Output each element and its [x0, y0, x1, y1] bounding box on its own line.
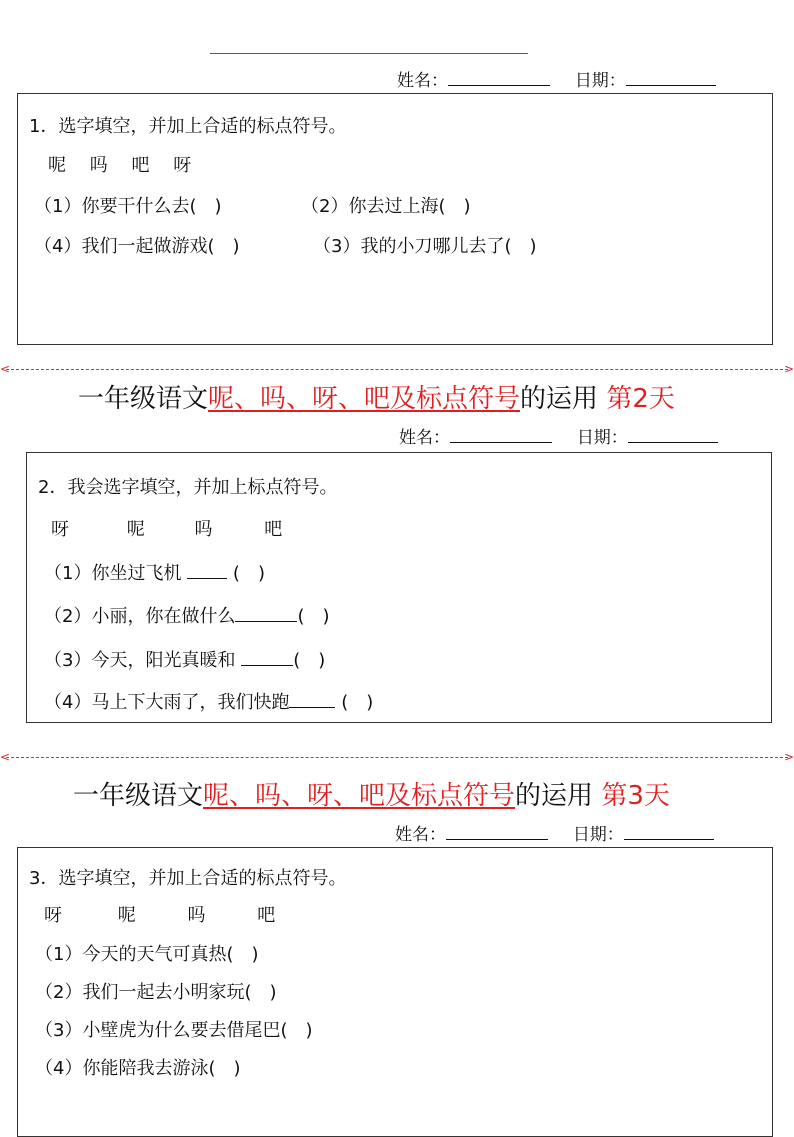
answer-paren[interactable]: ( ) [226, 944, 259, 965]
answer-paren[interactable]: ( ) [504, 236, 537, 257]
cut-arrow-left-icon: < [0, 750, 11, 764]
option-word: 呀 [51, 519, 69, 540]
option-word: 呢 [117, 905, 136, 926]
answer-paren[interactable]: ( ) [293, 650, 326, 671]
option-word: 呀 [173, 155, 192, 176]
date-label: 日期： [576, 428, 628, 448]
date-field[interactable] [626, 71, 716, 86]
name-field[interactable] [446, 825, 548, 840]
answer-blank[interactable] [235, 605, 297, 622]
answer-paren[interactable]: ( ) [208, 1058, 241, 1079]
answer-blank[interactable] [289, 691, 335, 708]
page-title-day2: 一年级语文呢、吗、呀、吧及标点符号的运用 第2天 [78, 384, 675, 414]
option-word: 吗 [194, 519, 213, 540]
cut-arrow-right-icon: > [784, 750, 794, 764]
name-field[interactable] [448, 71, 550, 86]
name-label: 姓名： [397, 71, 448, 91]
meta-row-day2 [399, 423, 718, 448]
answer-paren[interactable]: ( ) [207, 236, 240, 257]
date-field[interactable] [624, 825, 714, 840]
exercise-box-2 [26, 452, 772, 723]
question-title: 2．我会选字填空，并加上标点符号。 [38, 477, 338, 498]
answer-paren[interactable]: ( ) [438, 196, 471, 217]
list-item: （4）你能陪我去游泳( ) [35, 1058, 241, 1079]
answer-paren[interactable]: ( ) [297, 606, 330, 627]
list-item: （4）我们一起做游戏( ) [34, 236, 240, 257]
name-label: 姓名： [395, 825, 446, 845]
answer-paren[interactable]: ( ) [244, 982, 277, 1003]
meta-row-day1 [397, 66, 716, 91]
option-word: 呢 [126, 519, 145, 540]
answer-blank[interactable] [187, 562, 227, 579]
option-word: 呢 [48, 155, 66, 176]
name-label: 姓名： [399, 428, 450, 448]
date-label: 日期： [572, 825, 624, 845]
date-label: 日期： [574, 71, 626, 91]
answer-paren[interactable]: ( ) [189, 196, 222, 217]
exercise-box-1 [17, 93, 773, 345]
word-options [51, 518, 282, 542]
list-item: （4）马上下大雨了，我们快跑 ( ) [44, 692, 374, 713]
cut-line [6, 369, 788, 370]
exercise-box-3 [17, 847, 773, 1137]
day-badge: 第2天 [606, 384, 675, 414]
question-title: 3．选字填空，并加上合适的标点符号。 [29, 868, 347, 889]
page-title-day3: 一年级语文呢、吗、呀、吧及标点符号的运用 第3天 [73, 781, 670, 811]
name-field[interactable] [450, 428, 552, 443]
list-item: （2）我们一起去小明家玩( ) [35, 982, 277, 1003]
word-options [48, 154, 191, 178]
cut-arrow-left-icon: < [0, 362, 11, 376]
list-item: （1）你要干什么去( ) [34, 196, 222, 217]
option-word: 吗 [187, 905, 206, 926]
list-item: （3）我的小刀哪儿去了( ) [313, 236, 537, 257]
option-word: 呀 [44, 905, 62, 926]
option-word: 吧 [257, 905, 276, 926]
list-item: （2）你去过上海( ) [301, 196, 471, 217]
answer-paren[interactable]: ( ) [232, 563, 265, 584]
list-item: （3）小壁虎为什么要去借尾巴( ) [35, 1020, 313, 1041]
date-field[interactable] [628, 428, 718, 443]
meta-row-day3 [395, 820, 714, 845]
answer-blank[interactable] [241, 649, 293, 666]
word-options [44, 904, 275, 928]
answer-paren[interactable]: ( ) [341, 692, 374, 713]
list-item: （3）今天，阳光真暖和 ( ) [44, 650, 326, 671]
title-underline-day1 [210, 53, 528, 54]
cut-line [6, 757, 788, 758]
day-badge: 第3天 [601, 781, 670, 811]
cut-arrow-right-icon: > [784, 362, 794, 376]
list-item: （2）小丽，你在做什么 ( ) [44, 606, 330, 627]
answer-paren[interactable]: ( ) [280, 1020, 313, 1041]
option-word: 吧 [131, 155, 150, 176]
question-title: 1．选字填空，并加上合适的标点符号。 [29, 116, 347, 137]
list-item: （1）今天的天气可真热( ) [35, 944, 259, 965]
option-word: 吗 [89, 155, 108, 176]
option-word: 吧 [264, 519, 283, 540]
list-item: （1）你坐过飞机 ( ) [44, 563, 265, 584]
